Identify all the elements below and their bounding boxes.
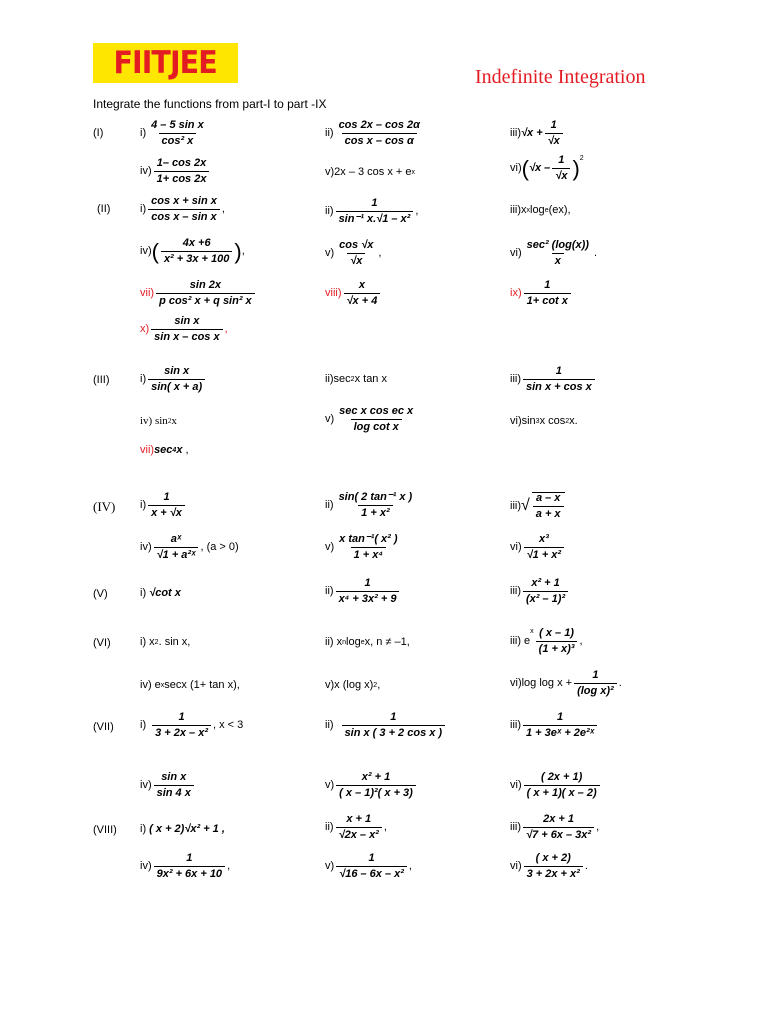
problem-item: vii) $\frac{\sin 2x}{\text{p cos² x + q sin² x}}$ (140, 280, 257, 307)
problem-item: iv) sin 2 x (140, 415, 177, 427)
problem-item: iii)x x log e (ex), (510, 204, 571, 216)
problem-item: i) $\frac{\text{cos x + sin x}}{\text{cos x – sin x}}$ , (140, 195, 225, 223)
problem-item: i) ( x + 2)√x² + 1 , (140, 823, 225, 835)
problem-item: ii) $\frac{1}{\text{sin⁻¹ x.√1 – x²}}$ , (325, 197, 419, 225)
problem-item: vi) $\frac{\text{x³}}{\text{√1 + x²}}$ (510, 534, 566, 561)
problem-item: iv) $\frac{1}{\text{9x² + 6x + 10}}$ , (140, 852, 231, 880)
problem-item: iii) $\frac{1}{\text{sin x + cos x}}$ (510, 366, 597, 393)
problem-item: iii) e x $\frac{( x - 1)}{\text{(1 + x)³}}$ , (510, 627, 583, 655)
problem-item: vi) $\frac{( x + 2)}{\text{3 + 2x + x²}}$ . (510, 852, 588, 880)
problem-item: iv) $\frac{\text{aˣ}}{\text{√1 + a²ˣ}}$ , (a > 0) (140, 533, 239, 561)
problem-item: v)x (log x) 2 , (325, 679, 381, 691)
part-label: (V) (93, 588, 108, 600)
problem-item: ii)sec 2 x tan x (325, 373, 387, 385)
problem-item: iv) e x secx (1+ tan x), (140, 679, 240, 691)
page-title: Indefinite Integration (475, 66, 646, 88)
problem-item: iv) $\frac{1- \cos 2x}{1+ \cos 2x}$ (140, 158, 211, 185)
problem-item: viii) $\frac{x}{√x + 4}$ (325, 280, 382, 307)
part-label: (I) (93, 127, 104, 139)
logo-text: FIITJEE (113, 45, 218, 81)
problem-item: i) √cot x (140, 587, 181, 599)
part-label: (VI) (93, 637, 111, 649)
problem-item: i) $\frac{\text{4 – 5 sin x}}{\text{cos² x}}$ (140, 119, 204, 147)
problem-item: ix) $\frac{1}{\text{1+ cot x}}$ (510, 280, 573, 307)
problem-item: ii) $\frac{1}{\text{x⁴ + 3x² + 9}}$ (325, 578, 401, 605)
problem-item: iii) $\frac{2x + 1}{\text{√7 + 6x – 3x²}}$ , (510, 813, 600, 841)
instruction-text: Integrate the functions from part-I to part -IX (93, 97, 327, 111)
problem-item: i) $\frac{1}{\text{3 + 2x – x²}}$ , x < 3 (140, 711, 244, 739)
problem-item: vi)sin 3 x cos 2 x. (510, 415, 578, 427)
problem-item: vi) $\frac{( 2x + 1)}{( x + 1)( x - 2)}$ (510, 772, 602, 799)
problem-item: v) $\frac{\text{x tan⁻¹( x² )}}{\text{1 + x⁴}}$ (325, 533, 398, 561)
problem-item: iii) $\frac{\text{x² + 1}}{\text{(x² – 1)²}}$ (510, 578, 570, 605)
problem-item: ii) $\frac{1}{\text{sin x ( 3 + 2 cos x )}}$ (325, 712, 447, 739)
problem-item: v) $\frac{\cos √x}{√x}$ , (325, 239, 382, 267)
problem-item: iii) $\frac{1}{\text{1 + 3eˣ + 2e²ˣ}}$ (510, 712, 599, 739)
part-label: (II) (97, 203, 111, 215)
problem-item: i) $\frac{1}{x + √x}$ (140, 492, 187, 519)
problem-item: vi) $\frac{\text{sec² (log(x))}}{x}$ . (510, 239, 598, 267)
problem-item: ii) $\frac{\text{sin( 2 tan⁻¹ x )}}{\text{1 + x²}}$ (325, 491, 413, 519)
part-label: (III) (93, 374, 110, 386)
problem-item: iv) ( $\frac{4x +6}{\text{x² + 3x + 100}}$ ) , (140, 237, 245, 265)
problem-item: vii) sec 4 x , (140, 444, 189, 456)
problem-item: vi) ( √x – $\frac{1}{√x}$ ) $^2$ (510, 154, 584, 182)
problem-item: x) $\frac{\text{sin x}}{\text{sin x – cos x}}$ , (140, 315, 228, 343)
part-label: (VII) (93, 721, 114, 733)
problem-item: v) $\frac{\text{x² + 1}}{\text{( x – 1)²( x + 3)}}$ (325, 772, 418, 799)
problem-item: i) x 2 . sin x, (140, 636, 191, 648)
part-label: (VIII) (93, 824, 117, 836)
part-label: (IV) (93, 499, 116, 514)
problem-item: iv) $\frac{\text{sin x}}{\sin 4 x}$ (140, 772, 196, 799)
problem-item: v) $\frac{\text{sec x cos ec x}}{\text{log cot x}}$ (325, 405, 414, 433)
problem-item: v) $\frac{1}{\text{√16 – 6x – x²}}$ , (325, 852, 412, 880)
problem-item: ii) $\frac{x + 1}{\text{√2x – x²}}$ , (325, 813, 387, 841)
problem-item: iii) √ $\frac{a - x}{a + x}$ (510, 492, 567, 520)
problem-item: ii) $\frac{\cos 2x - \cos 2\alpha}{\text{cos x – cos α}}$ (325, 119, 420, 147)
problem-item: ii) x n log e x, n ≠ –1, (325, 636, 410, 648)
problem-item: i) $\frac{\text{sin x}}{\sin( x + a)}$ (140, 366, 207, 393)
problem-item: v)2x – 3 cos x + e x (325, 166, 416, 178)
problem-item: iii) √x + $\frac{1}{√x}$ (510, 120, 565, 147)
fiitjee-logo (93, 43, 238, 83)
problem-item: vi)log log x + $\frac{1}{\text{(log x)²}}$ . (510, 669, 622, 697)
